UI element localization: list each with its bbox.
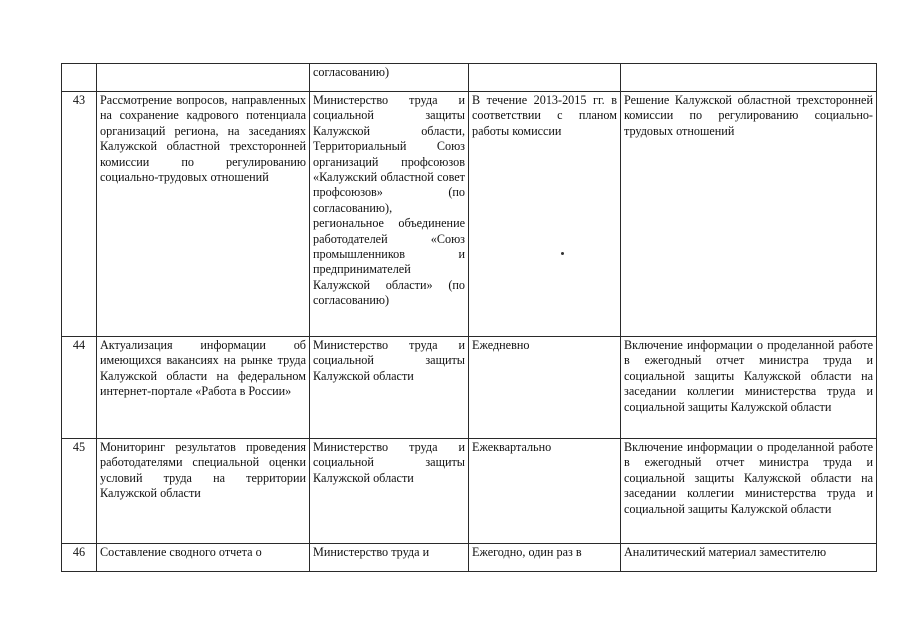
- table-row: [62, 337, 877, 439]
- result-cell: Включение информации о проделанной работе в ежегодный отчет министра труда и социальной защиты Калужской области на заседании коллегии министерства труда и социальной защиты Калужской области: [621, 439, 877, 544]
- table-row: [62, 439, 877, 544]
- table-row: [62, 64, 877, 92]
- term-cell: В течение 2013-2015 гг. в соответствии с планом работы комиссии: [469, 92, 621, 337]
- result-cell: Включение информации о проделанной работе в ежегодный отчет министра труда и социальной защиты Калужской области на заседании коллегии министерства труда и социальной защиты Калужской области: [621, 337, 877, 439]
- row-number: 43: [62, 92, 97, 337]
- row-number: 45: [62, 439, 97, 544]
- term-cell: Ежедневно: [469, 337, 621, 439]
- activity-cell: Мониторинг результатов проведения работодателями специальной оценки условий труда на территории Калужской области: [97, 439, 310, 544]
- row-number: 44: [62, 337, 97, 439]
- term-cell: Ежегодно, один раз в: [469, 544, 621, 572]
- measures-table: [61, 63, 877, 572]
- activity-cell: Рассмотрение вопросов, направленных на сохранение кадрового потенциала организаций региона, на заседаниях Калужской областной трехсторонней комиссии по регулированию социально-трудовых отношений: [97, 92, 310, 337]
- activity-cell: Актуализация информации об имеющихся вакансиях на рынке труда Калужской области на федеральном интернет-портале «Работа в России»: [97, 337, 310, 439]
- table-row: [62, 544, 877, 572]
- executor-cell: согласованию): [310, 64, 469, 92]
- table-row: [62, 92, 877, 337]
- term-cell: Ежеквартально: [469, 439, 621, 544]
- row-number: 46: [62, 544, 97, 572]
- executor-cell: Министерство труда и социальной защиты Калужской области, Территориальный Союз организаций профсоюзов «Калужский областной совет профсоюзов» (по согласованию), региональное объединение работодателей «Союз промышленников и предпринимателей Калужской области» (по согласованию): [310, 92, 469, 337]
- result-cell: Решение Калужской областной трехсторонней комиссии по регулированию социально-трудовых отношений: [621, 92, 877, 337]
- executor-cell: Министерство труда и: [310, 544, 469, 572]
- activity-cell: Составление сводного отчета о: [97, 544, 310, 572]
- executor-cell: Министерство труда и социальной защиты Калужской области: [310, 337, 469, 439]
- scan-speck: [561, 252, 564, 255]
- executor-cell: Министерство труда и социальной защиты Калужской области: [310, 439, 469, 544]
- result-cell: [621, 64, 877, 92]
- activity-cell: [97, 64, 310, 92]
- result-cell: Аналитический материал заместителю: [621, 544, 877, 572]
- row-number: [62, 64, 97, 92]
- term-cell: [469, 64, 621, 92]
